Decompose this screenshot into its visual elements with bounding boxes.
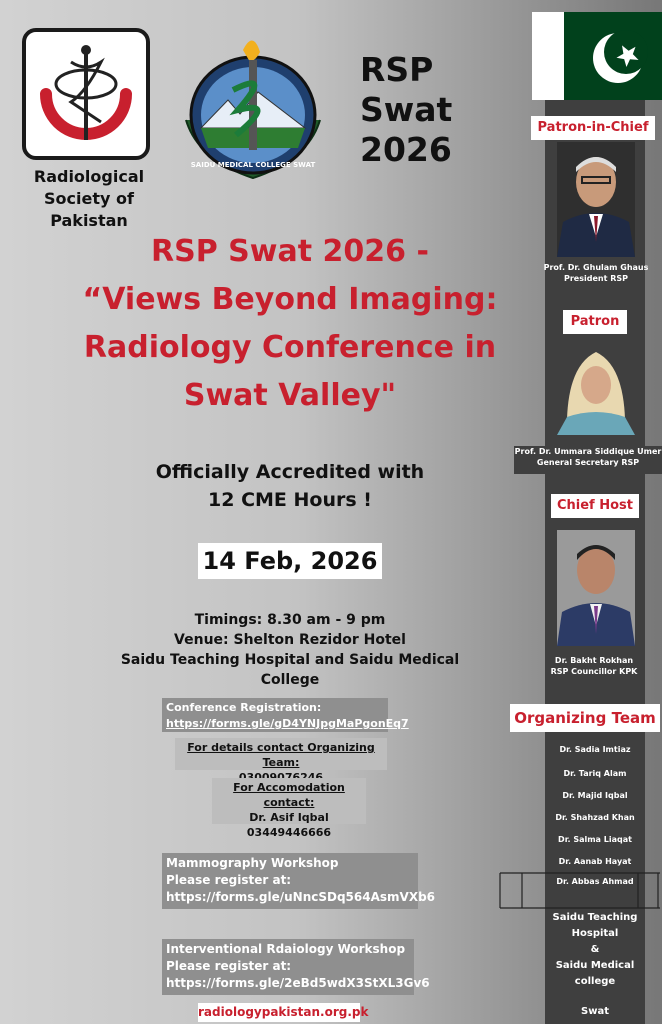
accreditation-line: 12 CME Hours ! (208, 489, 372, 511)
patron-in-chief-label: Patron-in-Chief (531, 116, 655, 140)
event-short-line: 2026 (360, 130, 452, 169)
mammography-link[interactable]: https://forms.gle/uNncSDq564AsmVXb6 (166, 890, 436, 904)
team-member: Dr. Sadia Imtiaz (559, 745, 631, 754)
portrait-patron-in-chief (557, 142, 635, 257)
workshop-title: Mammography Workshop (166, 856, 339, 870)
title-line: Radiology Conference in (83, 330, 497, 365)
host-line: & (590, 944, 600, 955)
website-link[interactable]: radiologypakistan.org.pk (198, 1003, 360, 1022)
patron-in-chief-caption (532, 262, 660, 284)
event-short-title (360, 50, 470, 170)
event-date: 14 Feb, 2026 (198, 543, 382, 579)
person-role: General Secretary RSP (536, 458, 640, 467)
team-member: Dr. Tariq Alam (563, 769, 627, 778)
pakistan-flag (532, 12, 662, 100)
title-line: “Views Beyond Imaging: (82, 282, 498, 317)
title-line: RSP Swat 2026 - (151, 234, 429, 269)
person-name: Dr. Bakht Rokhan (554, 656, 634, 665)
person-name: Prof. Dr. Ummara Siddique Umer (514, 447, 662, 456)
accommodation-box (212, 778, 366, 839)
host-line: Swat (581, 1006, 609, 1017)
rsp-logo (22, 28, 150, 160)
workshop-title: Interventional Rdaiology Workshop (166, 942, 406, 956)
title-line: Swat Valley" (183, 378, 397, 413)
host-line: college (574, 976, 616, 987)
accommodation-label: For Accomodation contact: (233, 781, 345, 809)
registration-link[interactable]: https://forms.gle/gD4YNJpgMaPgonEq7 (166, 717, 409, 730)
venue-info (100, 610, 480, 690)
society-name-line: Pakistan (50, 211, 128, 230)
registration-label: Conference Registration: (166, 701, 322, 714)
event-short-line: RSP (360, 50, 434, 89)
portrait-chief-host (557, 530, 635, 646)
contact-team-box (175, 738, 387, 770)
venue-line: Saidu Teaching Hospital and Saidu Medical (120, 652, 460, 668)
team-member: Dr. Salma Liaqat (558, 835, 632, 844)
workshop-instruction: Please register at: (166, 959, 292, 973)
portrait-patron (557, 337, 635, 435)
contact-team-label: For details contact Organizing Team: (187, 741, 375, 769)
caduceus-icon (26, 32, 146, 156)
host-line: Saidu Teaching (552, 912, 638, 923)
host-line: Hospital (571, 928, 619, 939)
event-short-line: Swat (360, 90, 453, 129)
chief-host-caption (538, 655, 650, 677)
venue-line: College (260, 672, 320, 688)
accommodation-name: Dr. Asif Iqbal (249, 811, 329, 824)
team-member: Dr. Shahzad Khan (555, 813, 635, 822)
venue: Venue: Shelton Rezidor Hotel (174, 632, 406, 648)
conference-title (60, 228, 520, 420)
workshop-instruction: Please register at: (166, 873, 292, 887)
person-role: President RSP (564, 274, 628, 283)
team-member: Dr. Majid Iqbal (562, 791, 628, 800)
society-name-line: Radiological (33, 167, 145, 186)
host-institution (545, 910, 645, 1020)
college-logo (178, 30, 328, 180)
svg-text:SAIDU MEDICAL COLLEGE SWAT: SAIDU MEDICAL COLLEGE SWAT (190, 161, 316, 169)
person-role: RSP Councillor KPK (550, 667, 638, 676)
team-member: Dr. Aanab Hayat (558, 857, 632, 866)
chief-host-label: Chief Host (551, 494, 639, 518)
accommodation-phone: 03449446666 (246, 826, 332, 839)
organizing-team-label: Organizing Team (510, 704, 660, 732)
society-name (14, 166, 164, 232)
patron-label: Patron (563, 310, 627, 334)
person-name: Prof. Dr. Ghulam Ghaus (543, 263, 649, 272)
timings: Timings: 8.30 am - 9 pm (194, 612, 386, 628)
host-line: Saidu Medical (555, 960, 635, 971)
interventional-link[interactable]: https://forms.gle/2eBd5wdX3StXL3Gv6 (166, 976, 430, 990)
interventional-workshop-box (162, 939, 430, 995)
patron-caption (514, 446, 662, 474)
society-name-line: Society of (44, 189, 134, 208)
frame-lines (498, 868, 662, 912)
accreditation-text (120, 458, 460, 514)
accreditation-line: Officially Accredited with (155, 461, 425, 483)
team-member: Dr. Abbas Ahmad (556, 877, 634, 886)
registration-box (162, 698, 409, 732)
mammography-workshop-box (162, 853, 436, 909)
